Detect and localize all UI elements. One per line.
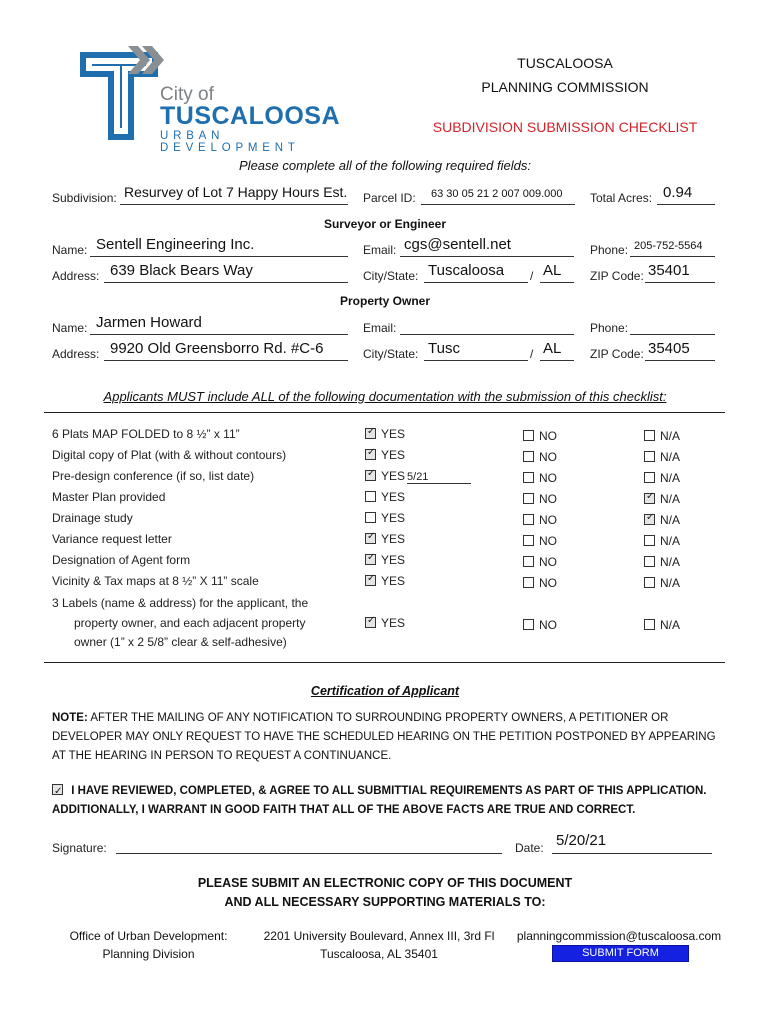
submit-form-button[interactable]: SUBMIT FORM [552, 945, 689, 962]
checklist-no-checkbox[interactable] [523, 430, 534, 441]
owner-zip-label: ZIP Code: [590, 347, 644, 361]
surveyor-phone-label: Phone: [590, 243, 629, 257]
checklist-item-label: Variance request letter [52, 532, 172, 546]
predesign-date-field[interactable]: 5/21 [407, 471, 471, 484]
surveyor-zip-field[interactable]: 35401 [648, 262, 690, 279]
checklist-option-no[interactable]: NO [523, 471, 557, 485]
checklist-option-na[interactable]: N/A [644, 471, 680, 485]
checklist-no-checkbox[interactable] [523, 493, 534, 504]
city-logo [78, 44, 358, 154]
surveyor-state-field[interactable]: AL [543, 262, 562, 279]
owner-zip-field[interactable]: 35405 [648, 340, 690, 357]
subdivision-field[interactable]: Resurvey of Lot 7 Happy Hours Est. [124, 184, 348, 200]
office-line2: Planning Division [102, 947, 195, 961]
header-title: SUBDIVISION SUBMISSION CHECKLIST [432, 119, 698, 135]
owner-state-field[interactable]: AL [543, 340, 562, 357]
date-label: Date: [515, 841, 544, 855]
office-line1: Office of Urban Development: [69, 929, 228, 943]
checklist-no-checkbox[interactable] [523, 472, 534, 483]
checklist-na-checkbox[interactable] [644, 514, 655, 525]
labels-na[interactable]: N/A [644, 618, 680, 632]
checklist-item-label: Digital copy of Plat (with & without contours) [52, 448, 287, 462]
checklist-item-label: Vicinity & Tax maps at 8 ½” X 11” scale [52, 574, 259, 588]
acres-field[interactable]: 0.94 [663, 184, 693, 201]
parcel-label: Parcel ID: [363, 191, 416, 205]
submit-line1: PLEASE SUBMIT AN ELECTRONIC COPY OF THIS DOCUMENT [197, 876, 573, 890]
checklist-option-no[interactable]: NO [523, 450, 557, 464]
logo-city-of: City of [160, 84, 214, 105]
logo-dept: URBAN DEVELOPMENT [160, 130, 300, 154]
checklist-option-yes[interactable]: ✓ YES [365, 553, 405, 567]
logo-city-name: TUSCALOOSA [160, 102, 340, 130]
checklist-yes-checkbox[interactable] [365, 491, 376, 502]
owner-email-label: Email: [363, 321, 397, 335]
acres-label: Total Acres: [590, 191, 653, 205]
owner-address-field[interactable]: 9920 Old Greensborro Rd. #C-6 [110, 340, 324, 357]
surveyor-name-field[interactable]: Sentell Engineering Inc. [96, 236, 255, 253]
checklist-na-checkbox[interactable] [644, 535, 655, 546]
checklist-yes-checkbox[interactable] [365, 575, 376, 586]
checklist-option-no[interactable]: NO [523, 429, 557, 443]
checklist-option-yes[interactable]: ✓ YES [365, 448, 405, 462]
labels-no-checkbox[interactable] [523, 619, 534, 630]
checklist-na-checkbox[interactable] [644, 472, 655, 483]
checklist-yes-checkbox[interactable] [365, 554, 376, 565]
surveyor-phone-field[interactable]: 205-752-5564 [634, 240, 703, 252]
parcel-field[interactable]: 63 30 05 21 2 007 009.000 [431, 188, 563, 200]
checklist-na-checkbox[interactable] [644, 556, 655, 567]
surveyor-address-label: Address: [52, 269, 100, 283]
owner-citystate-label: City/State: [363, 347, 419, 361]
checklist-no-checkbox[interactable] [523, 514, 534, 525]
checklist-option-yes[interactable]: ✓ YES [365, 574, 405, 588]
checklist-item-label: Master Plan provided [52, 490, 166, 504]
checklist-yes-checkbox[interactable] [365, 470, 376, 481]
checklist-no-checkbox[interactable] [523, 577, 534, 588]
checklist-na-checkbox[interactable] [644, 430, 655, 441]
divider-top [44, 412, 725, 413]
surveyor-citystate-label: City/State: [363, 269, 419, 283]
checklist-yes-checkbox[interactable] [365, 449, 376, 460]
checklist-na-checkbox[interactable] [644, 493, 655, 504]
checklist-option-na[interactable]: N/A [644, 555, 680, 569]
checklist-option-na[interactable]: N/A [644, 534, 680, 548]
owner-name-field[interactable]: Jarmen Howard [96, 314, 202, 331]
checklist-option-na[interactable]: N/A [644, 576, 680, 590]
certification-note: NOTE: AFTER THE MAILING OF ANY NOTIFICATION TO SURROUNDING PROPERTY OWNERS, A PETITIONER OR DEVELOPER MAY ONLY REQUEST TO HAVE THE SCHEDULED HEARING ON THE PETITION POSTPONED BY APPEARING AT THE HEARING IN PERSON TO REQUEST A CONTINUANCE. [52, 712, 716, 762]
checklist-option-no[interactable]: NO [523, 513, 557, 527]
surveyor-city-field[interactable]: Tuscaloosa [428, 262, 505, 279]
checklist-yes-checkbox[interactable] [365, 512, 376, 523]
surveyor-address-field[interactable]: 639 Black Bears Way [110, 262, 253, 279]
owner-city-field[interactable]: Tusc [428, 340, 460, 357]
checklist-option-no[interactable]: NO [523, 492, 557, 506]
header-line2: PLANNING COMMISSION [481, 79, 649, 95]
checklist-item-label: Drainage study [52, 511, 133, 525]
checklist-option-yes[interactable]: ✓ YES 5/21 [365, 469, 471, 484]
checklist-option-no[interactable]: NO [523, 576, 557, 590]
surveyor-name-label: Name: [52, 243, 88, 257]
checklist-option-no[interactable]: NO [523, 534, 557, 548]
checklist-option-yes[interactable]: YES [365, 490, 405, 504]
surveyor-email-field[interactable]: cgs@sentell.net [404, 236, 511, 253]
owner-name-label: Name: [52, 321, 88, 335]
checklist-na-checkbox[interactable] [644, 451, 655, 462]
checklist-yes-checkbox[interactable] [365, 428, 376, 439]
labels-na-checkbox[interactable] [644, 619, 655, 630]
checklist-option-na[interactable]: ✓ N/A [644, 492, 680, 506]
checklist-no-checkbox[interactable] [523, 556, 534, 567]
checklist-na-checkbox[interactable] [644, 577, 655, 588]
checklist-no-checkbox[interactable] [523, 451, 534, 462]
docs-heading: Applicants MUST include ALL of the following documentation with the submission of this checklist: [103, 389, 667, 404]
surveyor-heading: Surveyor or Engineer [323, 217, 447, 231]
signature-field[interactable] [116, 834, 502, 854]
checklist-option-yes[interactable]: ✓ YES [365, 427, 405, 441]
checklist-item-label: 6 Plats MAP FOLDED to 8 ½” x 11” [52, 427, 240, 441]
submit-line2: AND ALL NECESSARY SUPPORTING MATERIALS TO: [224, 895, 546, 909]
agree-statement: ✓ I HAVE REVIEWED, COMPLETED, & AGREE TO ALL SUBMITTIAL REQUIREMENTS AS PART OF THIS APPLICATION. ADDITIONALLY, I WARRANT IN GOOD FAITH THAT ALL OF THE ABOVE FACTS ARE TRUE AND CORRECT. [52, 782, 730, 820]
checklist-item-label: Pre-design conference (if so, list date) [52, 469, 255, 483]
owner-phone-label: Phone: [590, 321, 629, 335]
owner-address-label: Address: [52, 347, 100, 361]
date-field[interactable]: 5/20/21 [556, 832, 607, 849]
address-line1: 2201 University Boulevard, Annex III, 3rd Fl [263, 929, 495, 943]
checklist-option-na[interactable]: N/A [644, 450, 680, 464]
labels-yes-checkbox[interactable] [365, 617, 376, 628]
labels-no[interactable]: NO [523, 618, 557, 632]
labels-yes[interactable]: ✓YES [365, 616, 405, 630]
owner-heading: Property Owner [339, 294, 431, 308]
header-line1: TUSCALOOSA [517, 55, 613, 71]
surveyor-email-label: Email: [363, 243, 397, 257]
checklist-yes-checkbox[interactable] [365, 533, 376, 544]
signature-label: Signature: [52, 841, 107, 855]
surveyor-zip-label: ZIP Code: [590, 269, 644, 283]
checklist-option-yes[interactable]: YES [365, 511, 405, 525]
owner-slash: / [530, 347, 534, 361]
checklist-option-na[interactable]: N/A [644, 429, 680, 443]
checklist-option-na[interactable]: ✓ N/A [644, 513, 680, 527]
divider-bottom [44, 662, 725, 663]
instruction: Please complete all of the following required fields: [239, 158, 531, 173]
checklist-item-label: Designation of Agent form [52, 553, 191, 567]
labels-item-line3: owner (1” x 2 5/8” clear & self-adhesive) [74, 635, 287, 649]
agree-checkbox[interactable] [52, 784, 63, 795]
subdivision-label: Subdivision: [52, 191, 117, 205]
checklist-no-checkbox[interactable] [523, 535, 534, 546]
labels-item-line2: property owner, and each adjacent property [74, 616, 306, 630]
checklist-option-yes[interactable]: ✓ YES [365, 532, 405, 546]
labels-item-line1: 3 Labels (name & address) for the applicant, the [52, 596, 309, 610]
checklist-option-no[interactable]: NO [523, 555, 557, 569]
planning-email[interactable]: planningcommission@tuscaloosa.com [516, 929, 722, 943]
address-line2: Tuscaloosa, AL 35401 [320, 947, 438, 961]
certification-title: Certification of Applicant [310, 684, 460, 698]
surveyor-slash: / [530, 269, 534, 283]
